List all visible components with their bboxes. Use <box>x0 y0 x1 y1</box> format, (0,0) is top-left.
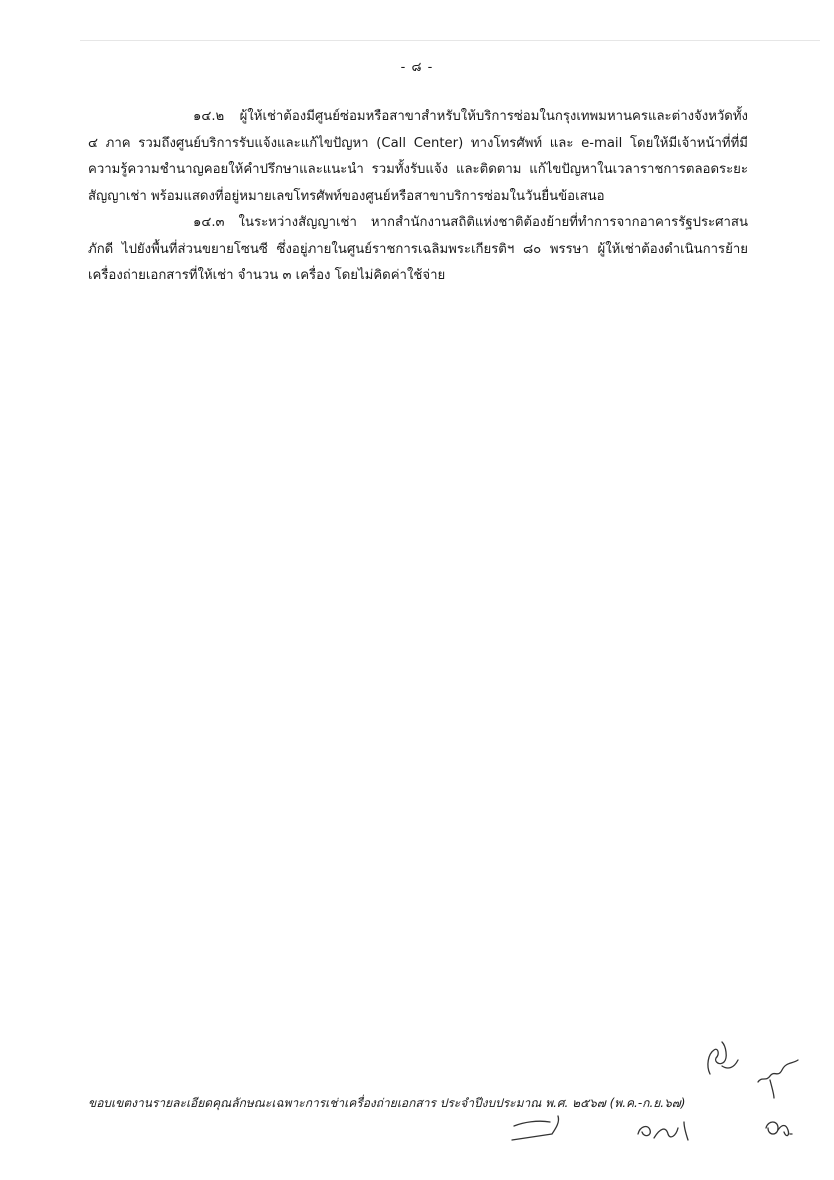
signature-mark-3 <box>508 1112 572 1146</box>
top-divider <box>80 40 820 41</box>
page-number: - ๘ - <box>400 60 434 75</box>
signature-mark-2 <box>752 1052 802 1102</box>
document-body <box>88 104 748 290</box>
signature-mark-4 <box>632 1116 692 1144</box>
signature-mark-1 <box>700 1036 746 1084</box>
document-footer: ขอบเขตงานรายละเอียดคุณลักษณะเฉพาะการเช่าเครื่องถ่ายเอกสาร ประจำปีงบประมาณ พ.ศ. ๒๕๖๗ (พ.ค.-ก.ย.๖๗) <box>88 1096 686 1110</box>
paragraph-14-2: ๑๔.๒ ผู้ให้เช่าต้องมีศูนย์ซ่อมหรือสาขาสำหรับให้บริการซ่อมในกรุงเทพมหานครและต่างจังหวัดทั้ง ๔ ภาค รวมถึงศูนย์บริการรับแจ้งและแก้ไขปัญหา (Call Center) ทางโทรศัพท์ และ e-mail โดยให้มีเจ้าหน้าที่ที่มีความรู้ความชำนาญคอยให้คำปรึกษาและแนะนำ รวมทั้งรับแจ้ง และติดตาม แก้ไขปัญหาในเวลาราชการตลอดระยะสัญญาเช่า พร้อมแสดงที่อยู่หมายเลขโทรศัพท์ของศูนย์หรือสาขาบริการซ่อมในวันยื่นข้อเสนอ <box>88 109 748 204</box>
signature-mark-5 <box>760 1114 796 1140</box>
paragraph-14-3: ๑๔.๓ ในระหว่างสัญญาเช่า หากสำนักงานสถิติแห่งชาติต้องย้ายที่ทำการจากอาคารรัฐประศาสนภักดี ไปยังพื้นที่ส่วนขยายโซนซี ซึ่งอยู่ภายในศูนย์ราชการเฉลิมพระเกียรติฯ ๘๐ พรรษา ผู้ให้เช่าต้องดำเนินการย้ายเครื่องถ่ายเอกสารที่ให้เช่า จำนวน ๓ เครื่อง โดยไม่คิดค่าใช้จ่าย <box>88 215 748 283</box>
